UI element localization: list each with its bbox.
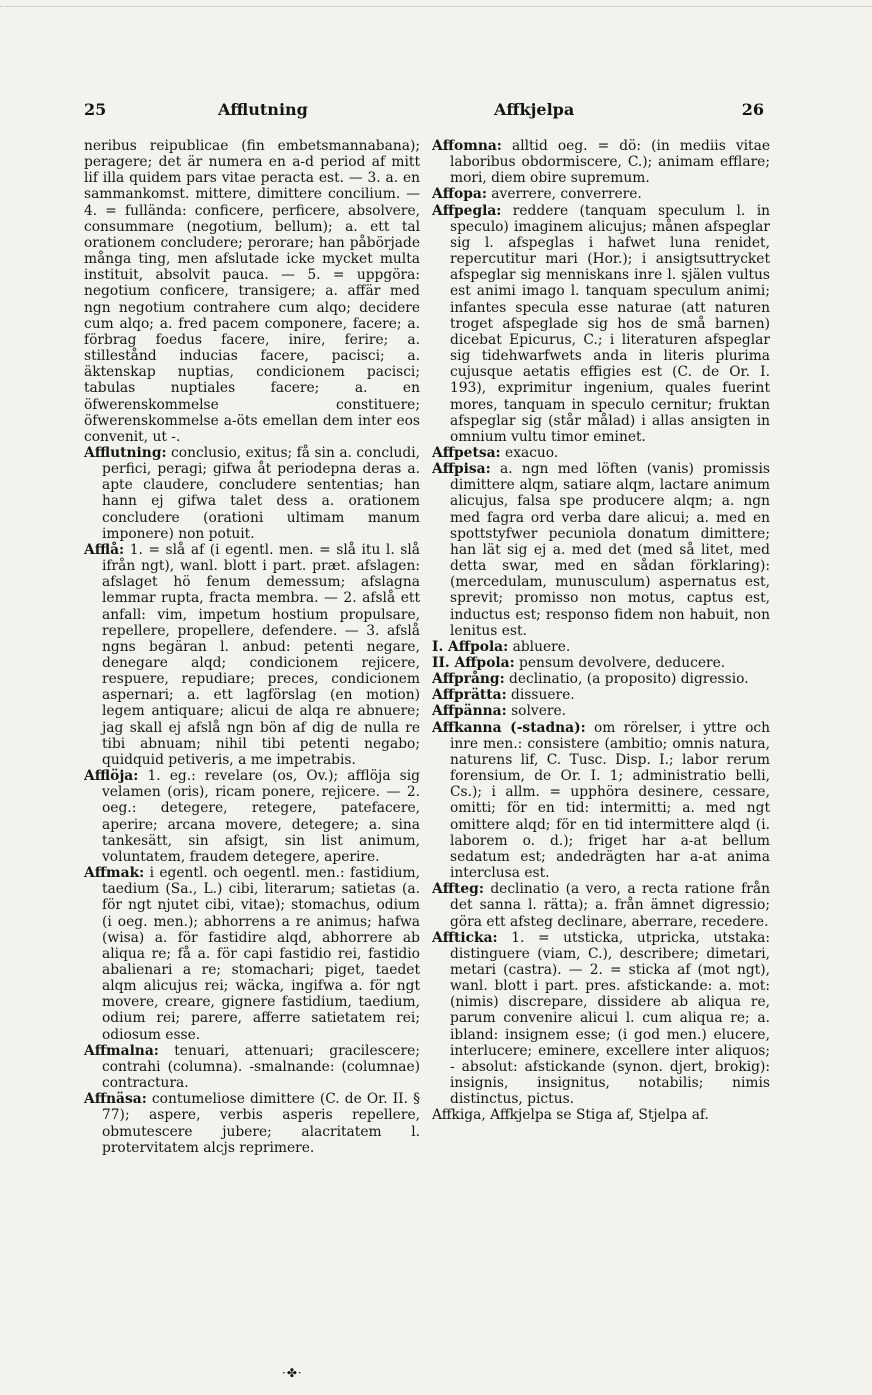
top-edge bbox=[0, 0, 872, 7]
headword: Affticka: bbox=[432, 929, 498, 946]
headword: Affprång: bbox=[432, 671, 505, 688]
entry-afslutning: Afflutning: conclusio, exitus; få sin a. concludi, perfici, peragi; gifwa åt periodерna deras a. apte claudere, concludere sententias; han hann ej gifwa talet dess a. orationem concludere (orationi ultimam manum imponere) non potuit. bbox=[84, 444, 420, 542]
page-header bbox=[84, 100, 764, 126]
entry-afspratta: Affprätta: dissuere. bbox=[432, 687, 575, 704]
entry-afspisa: Affpisa: a. ngn med löften (vanis) promissis dimittere alqm, satiare alqm, lactare animum alicujus, falsa spe producere alqm; a. ngn med fagra ord verba dare alicui; a. med en spottstyfwer pecuniola donatum dimittere; han lät sig ej a. med det (med så litet, med detta swar, med en sådan förklaring): (mercedulam, munusculum) aspernatus est, sprevit; promisso non motus, captus est, inductus est; responso fidem non habuit, non lenitus est. bbox=[432, 461, 770, 639]
running-head-left: Afflutning bbox=[218, 100, 308, 119]
right-column bbox=[432, 138, 770, 1124]
page-number-left: 25 bbox=[84, 100, 107, 119]
headword: Affpänna: bbox=[432, 703, 507, 720]
entry-afsla: Afflå: 1. = slå af (i egentl. men. = slå itu l. slå ifrån ngt), wanl. blott i part. præt. afslagen: afslaget hö fenum demessum; afslagna lemmar rupta, fracta membra. — 2. afslå ett anfall: vim, impetum hostium propulsare, repellere, propellere, defendere. — 3. afslå ngns begäran l. anbud: petenti negare, denegare alqd; condicionem rejicere, respuere, repudiare; preces, condicionem aspernari; a. ett lagförslag (en motion) legem antiquare; alicui de alqa re abnuere; jag skall ej afslå ngn bön af dig de nulla re tibi abnuam; nihil tibi petenti negabo; quidquid petiveris, a me impetrabis. bbox=[84, 541, 420, 768]
headword: Afflöja: bbox=[84, 768, 139, 785]
entry-afsnasa: Affnäsa: contumeliose dimittere (C. de Or. II. § 77); aspere, verbis asperis repellere, obmutescere jubere; alacritatem l. protervitatem alcjs reprimere. bbox=[84, 1091, 420, 1156]
entry-afspola-1: I. Affpola: abluere. bbox=[432, 638, 571, 655]
entry-continuation: neribus reipublicae (fin embetsmannabana); peragere; det är numera en a-d period af mitt lif illa quidem pars vitae peracta est. — 3. a. en sammankomst. mittere, dimittere concilium. — 4. = fullända: conficere, perficere, absolvere, consummare (negotium, bellum); a. ett tal orationem concludere; perorare; han påbörjade många ting, men afslutade icke mycket multa instituit, absolvit pauca. — 5. = uppgöra: negotium conficere, transigere; a. affär med ngn negotium contrahere cum alqo; decidere cum alqo; a. fred pacem componere, facere; a. förbrag foedus facere, inire, ferire; a. stillestånd inducias facere, pacisci; a. äktenskap nuptias, condicionem pacisci; tabulas nuptiales facere; a. en öfwerenskommelse constituere; öfwerenskommelse a-öts emellan dem inter eos convenit, ut -. bbox=[84, 138, 420, 445]
headword: Affmak: bbox=[84, 865, 145, 882]
headword: Afflutning: bbox=[84, 444, 167, 461]
entry-afsticka: Affticka: 1. = utsticka, utpricka, utstaka: distinguere (viam, C.), describere; dimetari, metari (castra). — 2. = sticka af (mot ngt), wanl. blott i part. pres. afstickande: a. mot: (nimis) discrepare, dissidere ab aliqua re, parum convenire alicui l. cum aliqua re; a. ibland: insignem esse; (i god men.) elucere, interlucere; eminere, excellere inter aliquos; - absolut: afstickande (synon. djert, brokig): insignis, insignitus, notabilis; nimis distinctus, pictus. bbox=[432, 929, 770, 1108]
entry-afsloja: Afflöja: 1. eg.: revelare (os, Ov.); afflöja sig velamen (oris), ricam ponere, rejicere. — 2. oeg.: detegere, retegere, patefacere, aperire; arcana movere, detegere; a. sina tankesätt, sin afsigt, sin list animum, voluntatem, fraudem detegere, aperire. bbox=[84, 768, 420, 865]
entry-afstanna: Affkanna (-stadna): om rörelser, i yttre och inre men.: consistere (ambitio; omnis natura, naturens lif, C. Tusc. Disp. I.; labor rerum forensium, de Or. I. 1; administratio belli, Cs.); i allm. = upphöra desinere, cessare, omitti; för en tid: intermitti; a. med ngt omittere alqd; för en tid intermittere alqd (i. laborem o. d.); friget har a-at bellum sedatum est; andedrägten har a-at anima interclusa est. bbox=[432, 719, 770, 882]
left-column bbox=[84, 138, 420, 1156]
entry-afspegla: Affpegla: reddere (tanquam speculum l. in speculo) imaginem alicujus; månen afspeglar sig l. afspeglas i hafwet luna renidet, repercutitur mari (Hor.); i ansigtsuttrycket afspeglar sig menniskans inre l. själen vultus est animi imago l. tanquam speculum animi; infantes specula esse naturae (att naturen troget afspeglade sig hos de små barnen) dicebat Epicurus, C.; i literaturen afspeglar sig tidehwarfwets anda in literis plurima cujusque aetatis effigies est (C. de Or. I. 193), exprimitur ingenium, quales fuerint mores, tanquam in speculo cernitur; fruktan afspeglar sig (står målad) i allas ansigten in omnium vultu timor eminet. bbox=[432, 202, 770, 445]
entry-afsteg: Affteg: declinatio (a vero, a recta ratione från det sanna l. rätta); a. från ämnet digressio; göra ett afsteg declinare, aberrare, recedere. bbox=[432, 881, 770, 930]
headword: Affpisa: bbox=[432, 461, 491, 478]
page-number-right: 26 bbox=[741, 100, 764, 119]
headword: Affomna: bbox=[432, 138, 502, 154]
entry-afspola-2: II. Affpola: pensum devolvere, deducere. bbox=[432, 655, 726, 671]
entry-afsmak: Affmak: i egentl. och oegentl. men.: fastidium, taedium (Sa., L.) cibi, literarum; satietas (a. för ngt njutet cibi, vitae); stomachus, odium (i oeg. men.); abhorrens a re animus; hafwa (wisa) a. för fastidire alqd, abhorrere ab aliqua re; få a. för capi fastidio rei, fastidio abalienari a re; stomachari; piget, taedet alqm alicujus rei; wäcka, ingifwa a. för ngt movere, creare, gignere fastidium, taedium, odium rei; parere, afferre satietatem rei; odiosum esse. bbox=[84, 865, 420, 1043]
entry-afspanna: Affpänna: solvere. bbox=[432, 703, 567, 720]
headword: Affprätta: bbox=[432, 687, 507, 704]
headword: Affkanna (-stadna): bbox=[432, 719, 586, 736]
entry-afsomna: Affomna: alltid oeg. = dö: (in mediis vitae laboribus obdormiscere, C.); animam efflare; mori, diem obire supremum. bbox=[432, 138, 770, 187]
entry-afstiga: Affkiga, Affkjelpa se Stiga af, Stjelpa af. bbox=[432, 1107, 709, 1124]
headword: Affnäsa: bbox=[84, 1091, 147, 1108]
entry-afsmalna: Affmalna: tenuari, attenuari; gracilescere; contrahi (columna). -smalnande: (columnae) contractura. bbox=[84, 1042, 420, 1092]
running-head-right: Affkjelpa bbox=[494, 100, 575, 119]
headword: I. Affpola: bbox=[432, 638, 509, 655]
headword: Affpetsa: bbox=[432, 444, 501, 461]
headword: II. Affpola: bbox=[432, 655, 515, 671]
headword: Affmalna: bbox=[84, 1042, 159, 1059]
headword: Afflå: bbox=[84, 541, 125, 558]
headword: Affopa: bbox=[432, 186, 487, 203]
entry-afspetsa: Affpetsa: exacuo. bbox=[432, 444, 559, 461]
entry-afsopa: Affopa: averrere, converrere. bbox=[432, 186, 642, 203]
headword: Affteg: bbox=[432, 881, 484, 898]
headword: Affpegla: bbox=[432, 202, 502, 219]
printer-ornament: ·✤· bbox=[282, 1366, 303, 1380]
entry-afsprang: Affprång: declinatio, (a proposito) digressio. bbox=[432, 671, 749, 688]
